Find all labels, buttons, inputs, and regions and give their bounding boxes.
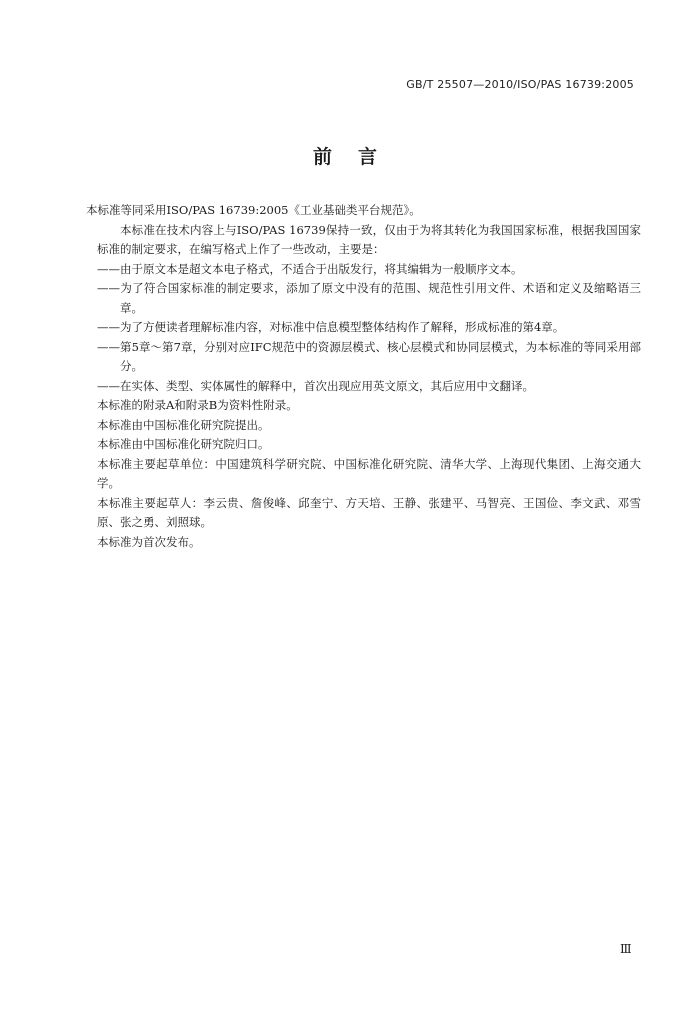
paragraph-drafters: 本标准主要起草人：李云贵、詹俊峰、邱奎宁、方天培、王静、张建平、马智亮、王国俭、李文武、邓雪原、张之勇、刘照球。	[97, 495, 641, 529]
paragraph-consistency: 本标准在技术内容上与ISO/PAS 16739保持一致，仅由于为将其转化为我国国家标准，根据我国国家标准的制定要求，在编写格式上作了一些改动，主要是：	[97, 222, 641, 256]
paragraph-adoption: 本标准等同采用ISO/PAS 16739:2005《工业基础类平台规范》。	[86, 203, 421, 217]
page-title: 前言	[312, 146, 403, 168]
page-number: Ⅲ	[620, 942, 632, 956]
list-item-change-5: ——在实体、类型、实体属性的解释中，首次出现应用英文原文，其后应用中文翻译。	[97, 378, 534, 393]
paragraph-centralized-by: 本标准由中国标准化研究院归口。	[97, 437, 270, 451]
paragraph-annexes: 本标准的附录A和附录B为资料性附录。	[97, 398, 298, 412]
list-item-change-4: ——第5章～第7章，分别对应IFC规范中的资源层模式、核心层模式和协同层模式，为本标准的等同采用部分。	[97, 339, 641, 373]
list-item-change-2: ——为了符合国家标准的制定要求，添加了原文中没有的范围、规范性引用文件、术语和定义及缩略语三章。	[97, 281, 641, 315]
paragraph-drafting-units: 本标准主要起草单位：中国建筑科学研究院、中国标准化研究院、清华大学、上海现代集团、上海交通大学。	[97, 456, 641, 490]
standard-number: GB/T 25507—2010/ISO/PAS 16739:2005	[406, 78, 634, 91]
list-item-change-3: ——为了方便读者理解标准内容，对标准中信息模型整体结构作了解释，形成标准的第4章。	[97, 320, 565, 334]
list-item-change-1: ——由于原文本是超文本电子格式，不适合于出版发行，将其编辑为一般顺序文本。	[97, 261, 523, 276]
paragraph-proposed-by: 本标准由中国标准化研究院提出。	[97, 417, 270, 432]
foreword-body	[86, 201, 641, 552]
paragraph-first-release: 本标准为首次发布。	[97, 534, 201, 549]
